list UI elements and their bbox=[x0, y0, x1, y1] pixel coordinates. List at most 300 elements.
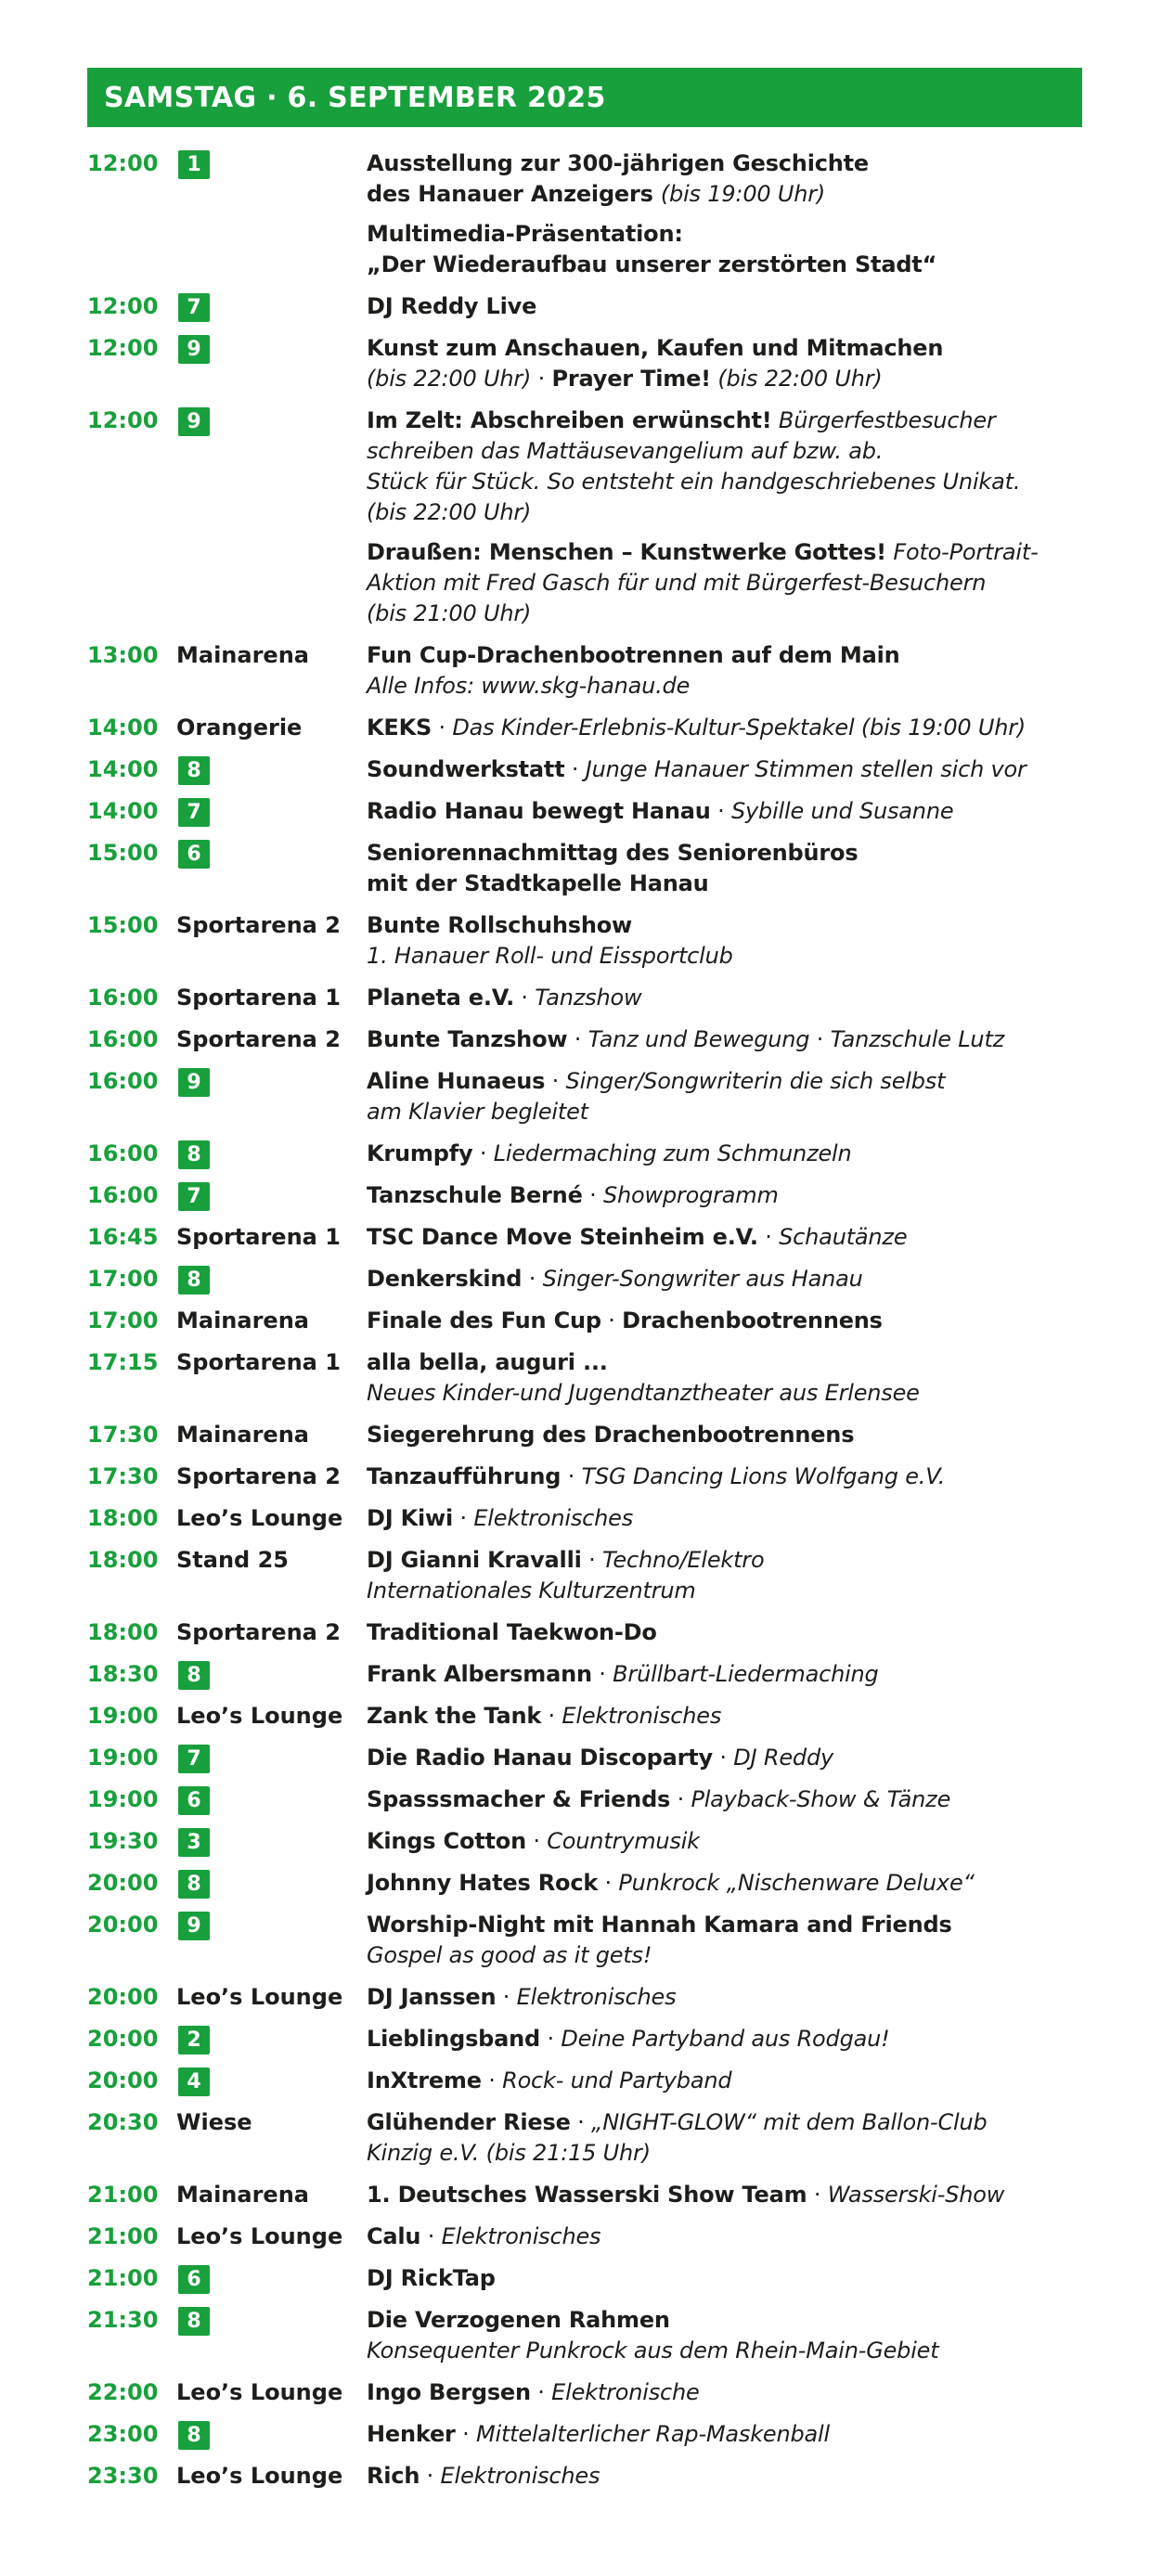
description-line bbox=[367, 497, 1082, 528]
description-line bbox=[367, 1139, 1082, 1169]
event-description bbox=[367, 1982, 1082, 2013]
act-name: Spasssmacher & Friends bbox=[367, 1786, 671, 1812]
separator: · bbox=[481, 2067, 503, 2093]
location-name: Sportarena 2 bbox=[176, 1619, 341, 1645]
location-name: Mainarena bbox=[176, 1422, 309, 1448]
act-name: Ingo Bergsen bbox=[367, 2379, 531, 2405]
act-detail: Neues Kinder-und Jugendtanztheater aus Erlensee bbox=[367, 1380, 920, 1406]
event-location bbox=[176, 1868, 367, 1899]
act-detail: Kinzig e.V. (bis 21:15 Uhr) bbox=[367, 2140, 651, 2166]
event-location bbox=[176, 640, 367, 671]
act-detail: Alle Infos: www.skg-hanau.de bbox=[367, 673, 691, 699]
event-location bbox=[176, 1306, 367, 1336]
description-line bbox=[367, 1462, 1082, 1492]
act-detail: Elektronische bbox=[551, 2379, 700, 2405]
location-name: Leo’s Lounge bbox=[176, 1505, 343, 1531]
event-row bbox=[87, 1347, 1082, 1409]
description-line bbox=[367, 983, 1082, 1013]
event-description bbox=[367, 537, 1082, 629]
act-detail: Gospel as good as it gets! bbox=[367, 1942, 652, 1968]
event-time: 19:00 bbox=[87, 1745, 159, 1771]
description-line bbox=[367, 1378, 1082, 1409]
event-row bbox=[87, 2461, 1082, 2492]
description-line bbox=[367, 333, 1082, 364]
description-line bbox=[367, 796, 1082, 827]
act-detail: Liedermaching zum Schmunzeln bbox=[493, 1140, 852, 1166]
event-time: 23:30 bbox=[87, 2463, 159, 2489]
act-detail: (bis 22:00 Uhr) bbox=[710, 366, 883, 392]
description-line bbox=[367, 2377, 1082, 2408]
description-line bbox=[367, 1066, 1082, 1097]
event-description bbox=[367, 640, 1082, 702]
event-time: 19:00 bbox=[87, 1786, 159, 1812]
act-name: Siegerehrung des Drachenbootrennens bbox=[367, 1422, 855, 1448]
location-name: Sportarena 1 bbox=[176, 985, 341, 1011]
event-location bbox=[176, 1784, 367, 1815]
event-row bbox=[87, 2180, 1082, 2210]
description-line bbox=[367, 2066, 1082, 2096]
event-location bbox=[176, 1462, 367, 1492]
act-detail: Foto-Portrait- bbox=[885, 539, 1039, 565]
separator: · bbox=[530, 2379, 552, 2405]
act-name: Tanzschule Berné bbox=[367, 1182, 583, 1208]
description-line bbox=[367, 1910, 1082, 1940]
event-time: 21:30 bbox=[87, 2307, 159, 2333]
event-row bbox=[87, 2263, 1082, 2294]
event-time: 20:00 bbox=[87, 1912, 159, 1938]
act-name: Drachenbootrennens bbox=[622, 1307, 883, 1333]
act-name: Frank Albersmann bbox=[367, 1661, 592, 1687]
act-name: Calu bbox=[367, 2223, 421, 2249]
separator: · bbox=[710, 798, 731, 824]
separator: · bbox=[541, 1703, 562, 1729]
event-row bbox=[87, 1264, 1082, 1294]
event-time: 16:45 bbox=[87, 1224, 159, 1250]
event-row bbox=[87, 1743, 1082, 1773]
event-row bbox=[87, 537, 1082, 629]
event-row bbox=[87, 754, 1082, 785]
event-description bbox=[367, 796, 1082, 827]
event-time: 17:15 bbox=[87, 1349, 159, 1375]
location-name: Wiese bbox=[176, 2109, 252, 2135]
event-description bbox=[367, 838, 1082, 899]
description-line bbox=[367, 910, 1082, 941]
location-name: Mainarena bbox=[176, 1307, 309, 1333]
separator: · bbox=[496, 1984, 517, 2010]
event-location bbox=[176, 1024, 367, 1055]
act-detail: Das Kinder-Erlebnis-Kultur-Spektakel (bis 19:00 Uhr) bbox=[452, 715, 1026, 741]
event-location bbox=[176, 983, 367, 1013]
event-row bbox=[87, 796, 1082, 827]
act-detail: Techno/Elektro bbox=[601, 1547, 765, 1573]
event-description bbox=[367, 1826, 1082, 1857]
description-line bbox=[367, 1659, 1082, 1690]
act-name: Henker bbox=[367, 2421, 456, 2447]
event-row bbox=[87, 2377, 1082, 2408]
description-line bbox=[367, 291, 1082, 322]
act-name: Lieblingsband bbox=[367, 2026, 541, 2052]
description-line bbox=[367, 1545, 1082, 1576]
event-description bbox=[367, 2107, 1082, 2169]
event-row bbox=[87, 406, 1082, 528]
event-time: 20:00 bbox=[87, 2026, 159, 2052]
event-time: 12:00 bbox=[87, 407, 159, 433]
event-location bbox=[176, 2222, 367, 2252]
event-time: 13:00 bbox=[87, 642, 159, 668]
separator: · bbox=[420, 2463, 441, 2489]
event-location bbox=[176, 291, 367, 322]
event-row bbox=[87, 1139, 1082, 1169]
stage-number-badge: 6 bbox=[178, 2265, 210, 2294]
event-location bbox=[176, 796, 367, 827]
description-line bbox=[367, 1306, 1082, 1336]
act-detail: (bis 22:00 Uhr) bbox=[367, 499, 532, 525]
event-time: 18:00 bbox=[87, 1505, 159, 1531]
act-name: Im Zelt: Abschreiben erwünscht! bbox=[367, 407, 772, 433]
act-name: Traditional Taekwon-Do bbox=[367, 1619, 657, 1645]
event-time: 21:00 bbox=[87, 2265, 159, 2291]
act-detail: schreiben das Mattäusevangelium auf bzw. ab. bbox=[367, 438, 884, 464]
separator: · bbox=[525, 1828, 548, 1854]
event-description bbox=[367, 1910, 1082, 1971]
description-line bbox=[367, 1826, 1082, 1857]
description-line bbox=[367, 640, 1082, 671]
description-line bbox=[367, 2336, 1082, 2366]
act-name: Finale des Fun Cup bbox=[367, 1307, 601, 1333]
event-location bbox=[176, 2107, 367, 2138]
act-name: KEKS bbox=[367, 715, 433, 741]
event-time: 12:00 bbox=[87, 293, 159, 319]
stage-number-badge: 8 bbox=[178, 1661, 210, 1690]
event-description bbox=[367, 2263, 1082, 2294]
event-time: 18:30 bbox=[87, 1661, 159, 1687]
act-name: Bunte Tanzshow bbox=[367, 1026, 568, 1052]
event-description bbox=[367, 983, 1082, 1013]
event-description bbox=[367, 2024, 1082, 2054]
event-time: 16:00 bbox=[87, 1068, 159, 1094]
event-row bbox=[87, 713, 1082, 743]
event-location bbox=[176, 2024, 367, 2054]
event-row bbox=[87, 148, 1082, 210]
act-name: Tanzaufführung bbox=[367, 1463, 562, 1489]
separator: · bbox=[420, 2223, 442, 2249]
event-location bbox=[176, 1347, 367, 1378]
event-description bbox=[367, 1659, 1082, 1690]
event-description bbox=[367, 2461, 1082, 2492]
act-name: Bunte Rollschuhshow bbox=[367, 912, 632, 938]
event-location bbox=[176, 1066, 367, 1097]
event-description bbox=[367, 910, 1082, 972]
event-time: 17:00 bbox=[87, 1307, 159, 1333]
event-location bbox=[176, 2377, 367, 2408]
separator: · bbox=[564, 756, 586, 782]
stage-number-badge: 1 bbox=[178, 150, 210, 179]
event-time: 20:00 bbox=[87, 2067, 159, 2093]
event-time: 22:00 bbox=[87, 2379, 159, 2405]
stage-number-badge: 8 bbox=[178, 2307, 210, 2336]
separator: · bbox=[600, 1307, 623, 1333]
event-row bbox=[87, 1306, 1082, 1336]
act-name: Seniorennachmittag des Seniorenbüros bbox=[367, 840, 859, 866]
event-row bbox=[87, 1701, 1082, 1732]
event-row bbox=[87, 838, 1082, 899]
description-line bbox=[367, 1347, 1082, 1378]
location-name: Mainarena bbox=[176, 642, 309, 668]
act-detail: Elektronisches bbox=[516, 1984, 677, 2010]
event-time: 20:00 bbox=[87, 1984, 159, 2010]
event-location bbox=[176, 1420, 367, 1450]
act-name: Soundwerkstatt bbox=[367, 756, 565, 782]
act-detail: Elektronisches bbox=[473, 1505, 634, 1531]
stage-number-badge: 6 bbox=[178, 1786, 210, 1815]
event-location bbox=[176, 1264, 367, 1294]
act-detail: Tanzshow bbox=[535, 985, 642, 1011]
event-time: 17:30 bbox=[87, 1422, 159, 1448]
act-name: Kings Cotton bbox=[367, 1828, 526, 1854]
description-line bbox=[367, 599, 1082, 629]
stage-number-badge: 8 bbox=[178, 756, 210, 785]
description-line bbox=[367, 2222, 1082, 2252]
event-location bbox=[176, 2305, 367, 2336]
location-name: Leo’s Lounge bbox=[176, 2463, 343, 2489]
stage-number-badge: 8 bbox=[178, 2421, 210, 2450]
description-line bbox=[367, 1420, 1082, 1450]
act-detail: Wasserski-Show bbox=[827, 2182, 1005, 2208]
event-time: 12:00 bbox=[87, 335, 159, 361]
description-line bbox=[367, 1503, 1082, 1534]
act-detail: Konsequenter Punkrock aus dem Rhein-Main-Gebiet bbox=[367, 2338, 939, 2363]
act-detail: Schautänze bbox=[779, 1224, 908, 1250]
event-row bbox=[87, 2419, 1082, 2450]
event-location bbox=[176, 406, 367, 436]
stage-number-badge: 9 bbox=[178, 335, 210, 364]
event-description bbox=[367, 1264, 1082, 1294]
event-row bbox=[87, 1066, 1082, 1127]
stage-number-badge: 9 bbox=[178, 1912, 210, 1940]
event-row bbox=[87, 983, 1082, 1013]
act-name: DJ RickTap bbox=[367, 2265, 496, 2291]
event-time: 20:30 bbox=[87, 2109, 159, 2135]
event-location bbox=[176, 1503, 367, 1534]
separator: · bbox=[453, 1505, 474, 1531]
act-name: Planeta e.V. bbox=[367, 985, 514, 1011]
event-location bbox=[176, 2066, 367, 2096]
event-description bbox=[367, 291, 1082, 322]
act-detail: Singer-Songwriter aus Hanau bbox=[542, 1266, 863, 1292]
event-location bbox=[176, 1139, 367, 1169]
event-time: 19:00 bbox=[87, 1703, 159, 1729]
act-detail: Junge Hanauer Stimmen stellen sich vor bbox=[585, 756, 1026, 782]
act-name: Die Verzogenen Rahmen bbox=[367, 2307, 670, 2333]
act-detail: Singer/Songwriterin die sich selbst bbox=[565, 1068, 946, 1094]
description-line bbox=[367, 1940, 1082, 1971]
event-row bbox=[87, 1826, 1082, 1857]
event-time: 14:00 bbox=[87, 798, 159, 824]
event-description bbox=[367, 1743, 1082, 1773]
event-description bbox=[367, 2180, 1082, 2210]
separator: · bbox=[757, 1224, 780, 1250]
event-time: 23:00 bbox=[87, 2421, 159, 2447]
event-time: 16:00 bbox=[87, 1026, 159, 1052]
act-name: Prayer Time! bbox=[551, 366, 711, 392]
location-name: Sportarena 2 bbox=[176, 1026, 341, 1052]
event-description bbox=[367, 1420, 1082, 1450]
day-header bbox=[87, 68, 1082, 127]
description-line bbox=[367, 2024, 1082, 2054]
act-detail: Aktion mit Fred Gasch für und mit Bürgerfest-Besuchern bbox=[367, 570, 987, 596]
act-name: Fun Cup-Drachenbootrennen auf dem Main bbox=[367, 642, 900, 668]
event-row bbox=[87, 1982, 1082, 2013]
event-description bbox=[367, 2305, 1082, 2366]
event-time: 19:30 bbox=[87, 1828, 159, 1854]
event-description bbox=[367, 713, 1082, 743]
event-description bbox=[367, 406, 1082, 528]
act-name: „Der Wiederaufbau unserer zerstörten Stadt“ bbox=[367, 251, 937, 277]
act-name: InXtreme bbox=[367, 2067, 482, 2093]
event-time: 17:00 bbox=[87, 1266, 159, 1292]
location-name: Leo’s Lounge bbox=[176, 1984, 343, 2010]
separator: · bbox=[570, 2109, 591, 2135]
event-row bbox=[87, 1659, 1082, 1690]
description-line bbox=[367, 179, 1082, 210]
description-line bbox=[367, 1024, 1082, 1055]
event-row bbox=[87, 1784, 1082, 1815]
separator: · bbox=[540, 2026, 562, 2052]
act-name: DJ Kiwi bbox=[367, 1505, 454, 1531]
location-name: Orangerie bbox=[176, 715, 303, 741]
event-row bbox=[87, 1222, 1082, 1253]
event-row bbox=[87, 2024, 1082, 2054]
event-description bbox=[367, 148, 1082, 210]
event-row bbox=[87, 219, 1082, 280]
event-row bbox=[87, 910, 1082, 972]
act-name: Die Radio Hanau Discoparty bbox=[367, 1745, 713, 1771]
stage-number-badge: 4 bbox=[178, 2067, 210, 2096]
separator: · bbox=[514, 985, 536, 1011]
location-name: Leo’s Lounge bbox=[176, 2379, 343, 2405]
event-description bbox=[367, 1306, 1082, 1336]
act-detail: am Klavier begleitet bbox=[367, 1099, 588, 1125]
event-location bbox=[176, 2419, 367, 2450]
description-line bbox=[367, 1222, 1082, 1253]
act-detail: Elektronisches bbox=[441, 2223, 601, 2249]
separator: · bbox=[432, 715, 453, 741]
act-detail: Punkrock „Nischenware Deluxe“ bbox=[618, 1870, 975, 1896]
act-name: Zank the Tank bbox=[367, 1703, 542, 1729]
stage-number-badge: 3 bbox=[178, 1828, 210, 1857]
event-description bbox=[367, 2419, 1082, 2450]
event-location bbox=[176, 2180, 367, 2210]
event-time: 15:00 bbox=[87, 912, 159, 938]
event-location bbox=[176, 1743, 367, 1773]
separator: · bbox=[522, 1266, 543, 1292]
location-name: Mainarena bbox=[176, 2182, 309, 2208]
description-line bbox=[367, 2461, 1082, 2492]
event-description bbox=[367, 1503, 1082, 1534]
description-line bbox=[367, 754, 1082, 785]
act-name: Denkerskind bbox=[367, 1266, 523, 1292]
separator: · bbox=[455, 2421, 476, 2447]
description-line bbox=[367, 2419, 1082, 2450]
event-time: 21:00 bbox=[87, 2223, 159, 2249]
description-line bbox=[367, 406, 1082, 436]
event-location bbox=[176, 1982, 367, 2013]
event-row bbox=[87, 2066, 1082, 2096]
description-line bbox=[367, 1576, 1082, 1606]
event-location bbox=[176, 713, 367, 743]
act-name: DJ Janssen bbox=[367, 1984, 497, 2010]
description-line bbox=[367, 537, 1082, 568]
act-detail: Bürgerfestbesucher bbox=[771, 407, 996, 433]
act-name: TSC Dance Move Steinheim e.V. bbox=[367, 1224, 758, 1250]
event-time: 20:00 bbox=[87, 1870, 159, 1896]
act-detail: Tanzschule Lutz bbox=[830, 1026, 1005, 1052]
act-name: DJ Gianni Kravalli bbox=[367, 1547, 582, 1573]
description-line bbox=[367, 2138, 1082, 2169]
event-description bbox=[367, 2222, 1082, 2252]
description-line bbox=[367, 1982, 1082, 2013]
description-line bbox=[367, 869, 1082, 899]
separator: · bbox=[531, 366, 552, 392]
act-name: mit der Stadtkapelle Hanau bbox=[367, 870, 709, 896]
location-name: Sportarena 1 bbox=[176, 1349, 341, 1375]
description-line bbox=[367, 148, 1082, 179]
description-line bbox=[367, 1097, 1082, 1127]
event-location bbox=[176, 754, 367, 785]
act-name: Ausstellung zur 300-jährigen Geschichte bbox=[367, 150, 869, 176]
event-description bbox=[367, 1347, 1082, 1409]
description-line bbox=[367, 1617, 1082, 1648]
event-location bbox=[176, 838, 367, 869]
description-line bbox=[367, 1868, 1082, 1899]
event-description bbox=[367, 1784, 1082, 1815]
event-row bbox=[87, 2107, 1082, 2169]
act-name: 1. Deutsches Wasserski Show Team bbox=[367, 2182, 807, 2208]
event-location bbox=[176, 1826, 367, 1857]
description-line bbox=[367, 436, 1082, 467]
act-name: Glühender Riese bbox=[367, 2109, 571, 2135]
event-row bbox=[87, 1180, 1082, 1211]
location-name: Leo’s Lounge bbox=[176, 1703, 343, 1729]
act-detail: Elektronisches bbox=[440, 2463, 600, 2489]
act-detail: Elektronisches bbox=[562, 1703, 722, 1729]
stage-number-badge: 7 bbox=[178, 1745, 210, 1773]
act-detail: Brüllbart-Liedermaching bbox=[613, 1661, 879, 1687]
event-row bbox=[87, 333, 1082, 394]
description-line bbox=[367, 1784, 1082, 1815]
event-location bbox=[176, 910, 367, 941]
act-detail: (bis 22:00 Uhr) bbox=[367, 366, 532, 392]
event-description bbox=[367, 1701, 1082, 1732]
act-detail: Tanz und Bewegung bbox=[587, 1026, 810, 1052]
event-location bbox=[176, 1910, 367, 1940]
separator: · bbox=[807, 2182, 828, 2208]
stage-number-badge: 8 bbox=[178, 1266, 210, 1294]
description-line bbox=[367, 671, 1082, 702]
event-description bbox=[367, 1617, 1082, 1648]
separator: · bbox=[472, 1140, 494, 1166]
stage-number-badge: 6 bbox=[178, 840, 210, 869]
event-location bbox=[176, 333, 367, 364]
event-location bbox=[176, 1701, 367, 1732]
description-line bbox=[367, 2107, 1082, 2138]
event-row bbox=[87, 1617, 1082, 1648]
event-time: 14:00 bbox=[87, 715, 159, 741]
act-detail: „NIGHT-GLOW“ mit dem Ballon-Club bbox=[590, 2109, 988, 2135]
event-description bbox=[367, 1180, 1082, 1211]
separator: · bbox=[591, 1661, 613, 1687]
event-row bbox=[87, 291, 1082, 322]
